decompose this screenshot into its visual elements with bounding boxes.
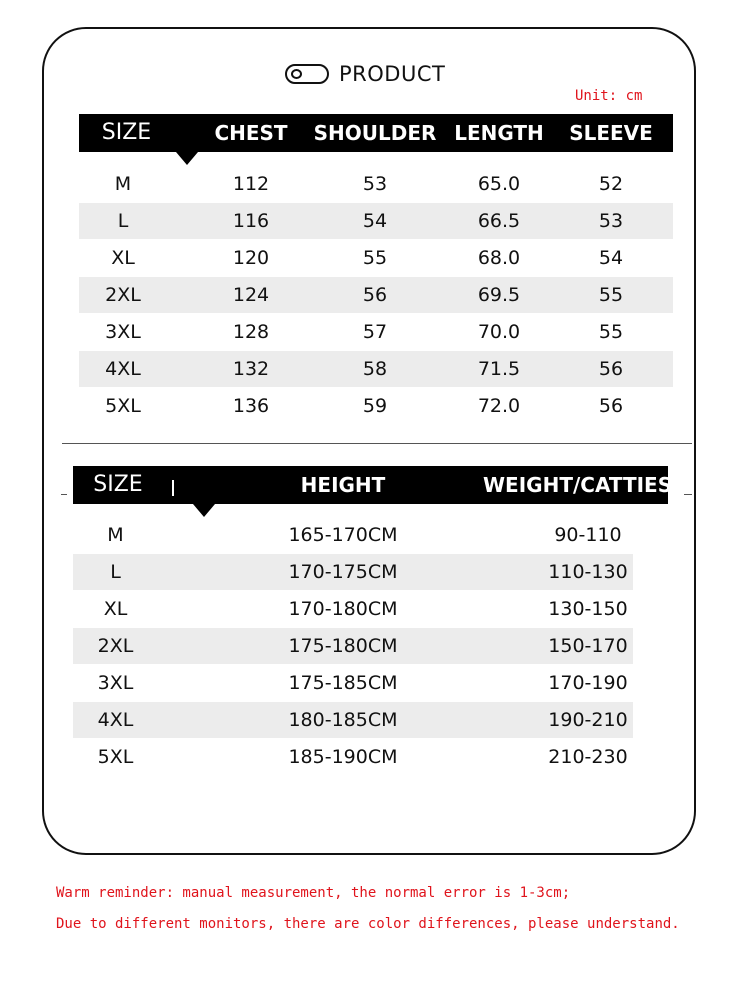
chest-cell: 112 — [232, 173, 270, 195]
length-cell: 71.5 — [477, 358, 521, 380]
header-tick — [61, 494, 67, 495]
sleeve-cell: 53 — [598, 210, 624, 232]
table-row — [79, 166, 673, 202]
note-color: Due to different monitors, there are color differences, please understand. — [56, 916, 680, 932]
sleeve-cell: 55 — [598, 321, 624, 343]
table-row — [79, 351, 673, 387]
col-shoulder: SHOULDER — [313, 121, 437, 145]
size-cell: 3XL — [105, 321, 141, 343]
size-cell: L — [110, 561, 121, 583]
chest-cell: 132 — [232, 358, 270, 380]
length-cell: 66.5 — [477, 210, 521, 232]
weight-cell: 150-170 — [548, 635, 628, 657]
shoulder-cell: 53 — [362, 173, 388, 195]
table-row — [79, 240, 673, 276]
shoulder-cell: 56 — [362, 284, 388, 306]
height-cell: 175-180CM — [288, 635, 398, 657]
sleeve-cell: 55 — [598, 284, 624, 306]
table-row — [73, 517, 633, 553]
size-cell: 5XL — [105, 395, 141, 417]
table-row — [73, 591, 633, 627]
sleeve-cell: 52 — [598, 173, 624, 195]
weight-cell: 190-210 — [548, 709, 628, 731]
chest-cell: 116 — [232, 210, 270, 232]
length-cell: 68.0 — [477, 247, 521, 269]
header-pointer — [176, 152, 198, 165]
header-pointer — [193, 504, 215, 517]
header-tick — [684, 494, 692, 495]
table-row — [79, 314, 673, 350]
weight-cell: 170-190 — [548, 672, 628, 694]
col-size: SIZE — [93, 472, 143, 497]
sleeve-cell: 56 — [598, 395, 624, 417]
weight-cell: 210-230 — [548, 746, 628, 768]
chest-cell: 128 — [232, 321, 270, 343]
col-length: LENGTH — [454, 121, 544, 145]
size-cell: XL — [103, 598, 128, 620]
garment-table-header — [79, 114, 673, 152]
table-row — [73, 739, 633, 775]
size-cell: 5XL — [97, 746, 134, 768]
height-cell: 185-190CM — [288, 746, 398, 768]
length-cell: 72.0 — [477, 395, 521, 417]
length-cell: 65.0 — [477, 173, 521, 195]
col-chest: CHEST — [214, 121, 288, 145]
toggle-icon — [285, 64, 329, 84]
height-cell: 180-185CM — [288, 709, 398, 731]
table-row — [79, 277, 673, 313]
table-row — [73, 702, 633, 738]
sleeve-cell: 56 — [598, 358, 624, 380]
header-separator — [172, 480, 174, 496]
table-row — [73, 554, 633, 590]
size-cell: M — [107, 524, 124, 546]
weight-cell: 130-150 — [548, 598, 628, 620]
size-cell: 4XL — [97, 709, 134, 731]
size-cell: 4XL — [105, 358, 141, 380]
col-weight: WEIGHT/CATTIES — [483, 473, 673, 497]
length-cell: 69.5 — [477, 284, 521, 306]
unit-label: Unit: cm — [575, 88, 643, 104]
shoulder-cell: 58 — [362, 358, 388, 380]
table-row — [73, 665, 633, 701]
fit-table-header — [73, 466, 673, 504]
product-title-text: PRODUCT — [339, 62, 446, 86]
chest-cell: 124 — [232, 284, 270, 306]
table-row — [79, 203, 673, 239]
note-measurement: Warm reminder: manual measurement, the normal error is 1-3cm; — [56, 885, 571, 901]
height-cell: 170-175CM — [288, 561, 398, 583]
shoulder-cell: 54 — [362, 210, 388, 232]
col-height: HEIGHT — [300, 473, 386, 497]
table-row — [73, 628, 633, 664]
sleeve-cell: 54 — [598, 247, 624, 269]
size-cell: L — [117, 210, 129, 232]
length-cell: 70.0 — [477, 321, 521, 343]
height-cell: 165-170CM — [288, 524, 398, 546]
weight-cell: 90-110 — [554, 524, 622, 546]
col-sleeve: SLEEVE — [569, 121, 653, 145]
chest-cell: 136 — [232, 395, 270, 417]
size-cell: 2XL — [105, 284, 141, 306]
shoulder-cell: 55 — [362, 247, 388, 269]
size-cell: XL — [111, 247, 135, 269]
size-cell: M — [114, 173, 132, 195]
size-cell: 2XL — [97, 635, 134, 657]
size-cell: 3XL — [97, 672, 134, 694]
chest-cell: 120 — [232, 247, 270, 269]
height-cell: 170-180CM — [288, 598, 398, 620]
shoulder-cell: 59 — [362, 395, 388, 417]
shoulder-cell: 57 — [362, 321, 388, 343]
table-row — [79, 388, 673, 424]
col-size: SIZE — [101, 120, 152, 145]
height-cell: 175-185CM — [288, 672, 398, 694]
weight-cell: 110-130 — [548, 561, 628, 583]
product-title — [285, 61, 445, 87]
section-divider — [62, 443, 692, 444]
